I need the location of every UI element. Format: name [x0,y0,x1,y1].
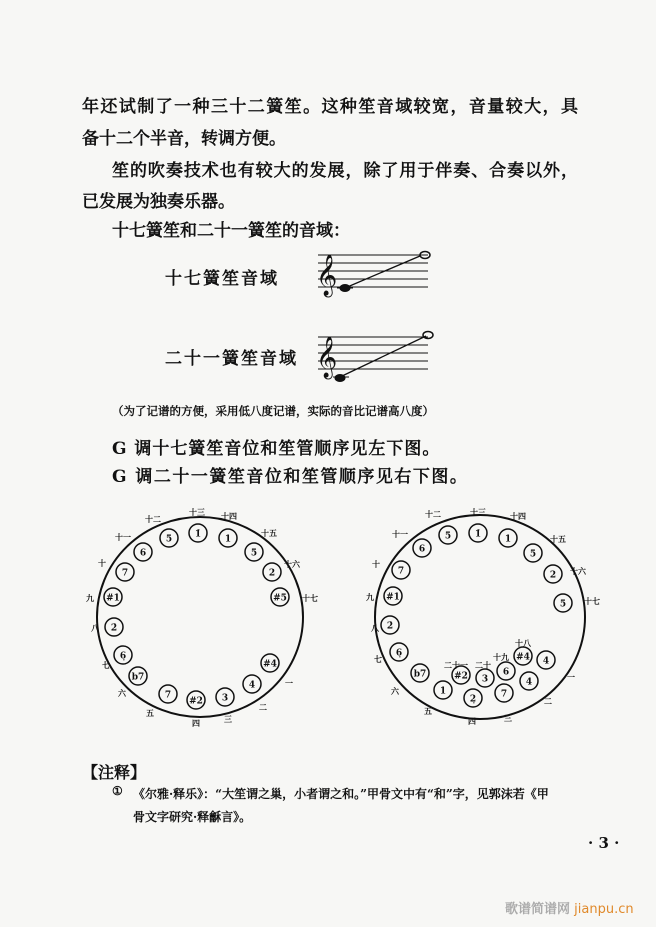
body-line: 已发展为独奏乐器。 [82,192,235,212]
pipe-note: 5 [444,531,452,542]
pipe-note: 5 [165,534,173,545]
pipe-number-label: 六 [118,688,126,698]
watermark-en: jianpu.cn [574,902,634,917]
pipe-number-label: 二 [259,702,267,712]
pipe-number-label: 十一 [115,532,131,542]
pipe-number-label: 七 [374,654,382,664]
pipe-note: 2̇ [110,623,118,634]
pipe-note: 2 [549,570,557,581]
footnote-line: 骨文字研究·释龢言》。 [133,810,252,824]
pipe-note: 6 [139,548,147,559]
pipe-note: b7 [131,672,145,683]
pipe-note: 2̣ [469,694,477,705]
pipe-diagram-left [86,507,318,728]
pipe-number-label: 七 [102,660,110,670]
pipe-number-label: 十 [98,558,106,568]
pipe-number-label: 十四 [221,511,237,521]
pipe-number-label: 五 [146,708,154,718]
pipe-number-label: 十六 [570,566,586,576]
pipe-number-label: 一 [285,678,293,688]
notes-heading: 【注释】 [82,763,147,782]
pipe-number-label: 十二 [145,514,161,524]
pipe-number-label: 二十一 [444,660,468,670]
pipe-number-label: 二 [544,696,552,706]
pipe-note: 6̣ [119,651,127,662]
pipe-note: 5 [529,549,537,560]
pipe-note: 3 [481,674,489,685]
pipe-number-label: 十九 [493,652,509,662]
pipe-note: 7 [121,568,129,579]
pipe-note: 7 [397,566,405,577]
g17-caption: G 调十七簧笙音位和笙管顺序见左下图。 [112,439,441,459]
sheng-outline [375,515,585,719]
pipe-note: 4 [248,680,256,691]
pipe-note: 5 [250,548,258,559]
pipe-note: 1̇ [474,529,482,540]
pipe-number-label: 八 [91,623,99,633]
pipe-number-label: 四 [468,716,476,726]
pipe-number-label: 四 [192,718,200,728]
pipe-number-label: 八 [371,623,379,633]
pipe-number-label: 十六 [284,559,300,569]
body-line: 备十二个半音，转调方便。 [82,129,286,149]
body-line: 笙的吹奏技术也有较大的发展，除了用于伴奏、合奏以外， [112,161,578,181]
pipe-note: #2 [189,696,203,707]
pipe-note: #4 [516,652,530,663]
pipe-number-label: 十七 [584,596,600,606]
pipe-note: 7 [500,689,508,700]
pipe-note: 1 [439,686,447,697]
pipe-number-label: 十四 [510,511,526,521]
pipe-note: 6 [418,544,426,555]
footnote-line: 《尔雅·释乐》：“大笙谓之巢，小者谓之和。”甲骨文中有“和”字，见郭沫若《甲 [133,787,549,801]
pipe-number-label: 六 [391,686,399,696]
pipe-note: 6̣ [395,648,403,659]
pipe-note: 4 [542,656,550,667]
pipe-note: b7 [413,669,427,680]
notation-remark: （为了记谱的方便，采用低八度记谱，实际的音比记谱高八度） [112,404,434,418]
pipe-note: 1̇ [194,529,202,540]
pipe-note: 3 [221,693,229,704]
pipe-number-label: 九 [366,592,374,602]
pipe-note: 2 [268,568,276,579]
pipe-note: #5 [273,593,287,604]
pipe-number-label: 二十 [475,660,491,670]
body-line: 十七簧笙和二十一簧笙的音域： [112,221,350,241]
watermark [505,898,634,917]
pipe-number-label: 九 [86,593,94,603]
sheng-outline [97,517,303,717]
pipe-note: #4 [263,659,277,670]
pipe-note: 1 [224,534,232,545]
range-label-17: 十七簧笙音域 [165,269,279,289]
pipe-number-label: 一 [567,672,575,682]
pipe-note: #1 [106,593,120,604]
page-number: · 3 · [588,834,620,852]
pipe-number-label: 十七 [302,593,318,603]
pipe-number-label: 十 [372,559,380,569]
pipe-note: #1 [386,592,400,603]
pipe-diagram-right [366,507,600,726]
pipe-note: 5 [559,599,567,610]
pipe-number-label: 十五 [550,534,566,544]
pipe-note: #2 [454,671,468,682]
pipe-number-label: 十八 [515,638,531,648]
pipe-number-label: 三 [504,713,512,723]
pipe-note: 7 [164,690,172,701]
pipe-number-label: 五 [424,706,432,716]
pipe-note: 4 [525,677,533,688]
watermark-cn: 歌谱简谱网 [505,902,571,917]
pipe-note: 6 [502,667,510,678]
body-line: 年还试制了一种三十二簧笙。这种笙音域较宽，音量较大，具 [82,97,578,117]
pipe-number-label: 十一 [392,529,408,539]
pipe-note: 1 [504,534,512,545]
treble-clef-icon: 𝄞 [316,337,338,378]
pipe-number-label: 十三 [470,507,486,517]
pipe-number-label: 三 [224,714,232,724]
g21-caption: G 调二十一簧笙音位和笙管顺序见右下图。 [112,467,469,487]
pipe-note: 2̇ [386,621,394,632]
footnote-marker: ① [112,784,123,798]
pipe-number-label: 十三 [189,507,205,517]
pipe-number-label: 十五 [261,528,277,538]
range-label-21: 二十一簧笙音域 [165,349,298,369]
pipe-number-label: 十二 [425,509,441,519]
treble-clef-icon: 𝄞 [316,255,338,296]
